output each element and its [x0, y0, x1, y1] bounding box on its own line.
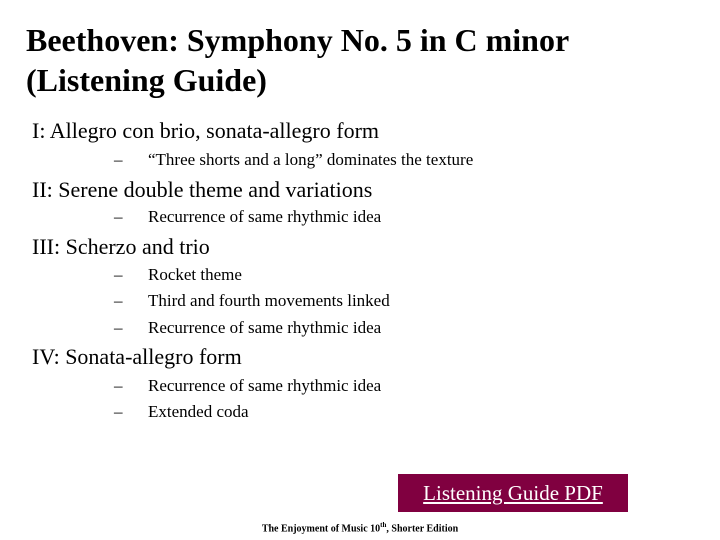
movement-4-heading: IV: Sonata-allegro form — [32, 344, 242, 369]
footer-text: The Enjoyment of Music 10 — [261, 523, 381, 535]
movement-2-point-1 — [114, 206, 381, 228]
movement-4-point-2 — [114, 401, 249, 423]
bullet-dash: – — [114, 402, 123, 421]
footer-credit — [0, 519, 720, 535]
movement-3-point-2 — [114, 290, 390, 312]
bullet-dash: – — [114, 291, 123, 310]
point-text: Rocket theme — [148, 265, 242, 284]
listening-guide-pdf-link[interactable]: Listening Guide PDF — [398, 474, 628, 512]
bullet-dash: – — [114, 376, 123, 395]
point-text: Recurrence of same rhythmic idea — [148, 376, 382, 395]
slide-title-line-2: (Listening Guide) — [26, 62, 267, 98]
slide-title — [26, 20, 569, 100]
movement-4-point-1 — [114, 375, 381, 397]
point-text: Recurrence of same rhythmic idea — [148, 318, 382, 337]
movement-3-heading: III: Scherzo and trio — [32, 234, 210, 259]
bullet-dash: – — [114, 150, 123, 169]
movement-3-point-1 — [114, 264, 242, 286]
footer-text-end: , Shorter Edition — [386, 523, 459, 535]
footer-superscript: th — [380, 521, 387, 529]
bullet-dash: – — [114, 318, 123, 337]
point-text: “Three shorts and a long” dominates the texture — [148, 150, 474, 169]
point-text: Third and fourth movements linked — [148, 291, 390, 310]
movement-2-heading: II: Serene double theme and variations — [32, 177, 373, 202]
bullet-dash: – — [114, 265, 123, 284]
movement-1-point-1 — [114, 149, 473, 171]
bullet-dash: – — [114, 207, 123, 226]
movement-3-point-3 — [114, 317, 381, 339]
slide-title-line-1: Beethoven: Symphony No. 5 in C minor — [26, 22, 570, 58]
movement-1-heading: I: Allegro con brio, sonata-allegro form — [32, 118, 380, 143]
point-text: Extended coda — [148, 402, 249, 421]
point-text: Recurrence of same rhythmic idea — [148, 207, 382, 226]
